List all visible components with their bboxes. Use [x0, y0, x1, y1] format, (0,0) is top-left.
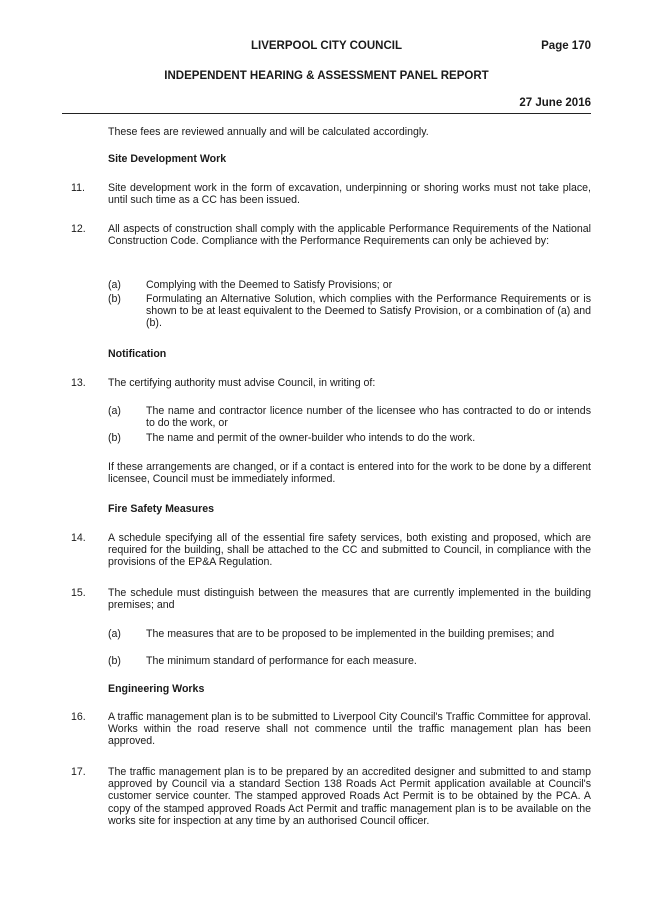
condition-13-item-a: The name and contractor licence number of the licensee who has contracted to do or intends to do the work, or [146, 405, 591, 430]
item-label: (a) [108, 279, 121, 291]
page-number: Page 170 [541, 40, 591, 52]
condition-number-17: 17. [71, 766, 86, 778]
condition-12-item-b: Formulating an Alternative Solution, which complies with the Performance Requirements or is shown to be at least equivalent to the Deemed to Satisfy Provision, or a combination of (a) and (b). [146, 293, 591, 330]
section-heading-notification: Notification [108, 348, 167, 360]
condition-12-text: All aspects of construction shall comply with the applicable Performance Requirements of the National Construction Code. Compliance with the Performance Requirements can only be achieved by: [108, 223, 591, 248]
condition-15-item-a: The measures that are to be proposed to be implemented in the building premises; and [146, 628, 555, 640]
condition-number-14: 14. [71, 532, 86, 544]
report-date: 27 June 2016 [519, 97, 591, 109]
council-name: LIVERPOOL CITY COUNCIL [250, 40, 402, 52]
item-label: (b) [108, 293, 121, 305]
condition-number-13: 13. [71, 377, 86, 389]
condition-13-followup: If these arrangements are changed, or if a contact is entered into for the work to be done by a different licensee, Council must be immediately informed. [108, 461, 591, 486]
report-title: INDEPENDENT HEARING & ASSESSMENT PANEL REPORT [164, 70, 489, 82]
section-heading-fire-safety: Fire Safety Measures [108, 503, 214, 515]
item-label: (b) [108, 655, 121, 667]
condition-14-text: A schedule specifying all of the essential fire safety services, both existing and proposed, which are required for the building, shall be attached to the CC and submitted to Council, in compliance with the provisions of the EP&A Regulation. [108, 532, 591, 569]
condition-number-11: 11. [71, 182, 85, 194]
condition-number-15: 15. [71, 587, 86, 599]
header-rule [62, 113, 591, 114]
intro-paragraph: These fees are reviewed annually and will be calculated accordingly. [108, 126, 429, 138]
condition-number-16: 16. [71, 711, 86, 723]
condition-12-item-a: Complying with the Deemed to Satisfy Provisions; or [146, 279, 393, 291]
item-label: (a) [108, 405, 121, 417]
condition-number-12: 12. [71, 223, 86, 235]
item-label: (b) [108, 432, 121, 444]
condition-13-item-b: The name and permit of the owner-builder who intends to do the work. [146, 432, 476, 444]
condition-11-text: Site development work in the form of excavation, underpinning or shoring works must not take place, until such time as a CC has been issued. [108, 182, 591, 207]
condition-15-text: The schedule must distinguish between the measures that are currently implemented in the building premises; and [108, 587, 591, 612]
section-heading-site-development: Site Development Work [108, 153, 227, 165]
condition-17-text: The traffic management plan is to be prepared by an accredited designer and submitted to and stamp approved by Council via a standard Section 138 Roads Act Permit application available at Council's customer service counter. The stamped approved Roads Act Permit is to be obtained by the PCA. A copy of the stamped approved Roads Act Permit and traffic management plan is to be available on the works site for inspection at any time by an authorised Council officer. [108, 766, 591, 827]
section-heading-engineering: Engineering Works [108, 683, 205, 695]
item-label: (a) [108, 628, 121, 640]
condition-15-item-b: The minimum standard of performance for each measure. [146, 655, 417, 667]
condition-13-text: The certifying authority must advise Council, in writing of: [108, 377, 376, 389]
condition-16-text: A traffic management plan is to be submitted to Liverpool City Council's Traffic Committee for approval. Works within the road reserve shall not commence until the traffic management plan has been approved. [108, 711, 591, 748]
